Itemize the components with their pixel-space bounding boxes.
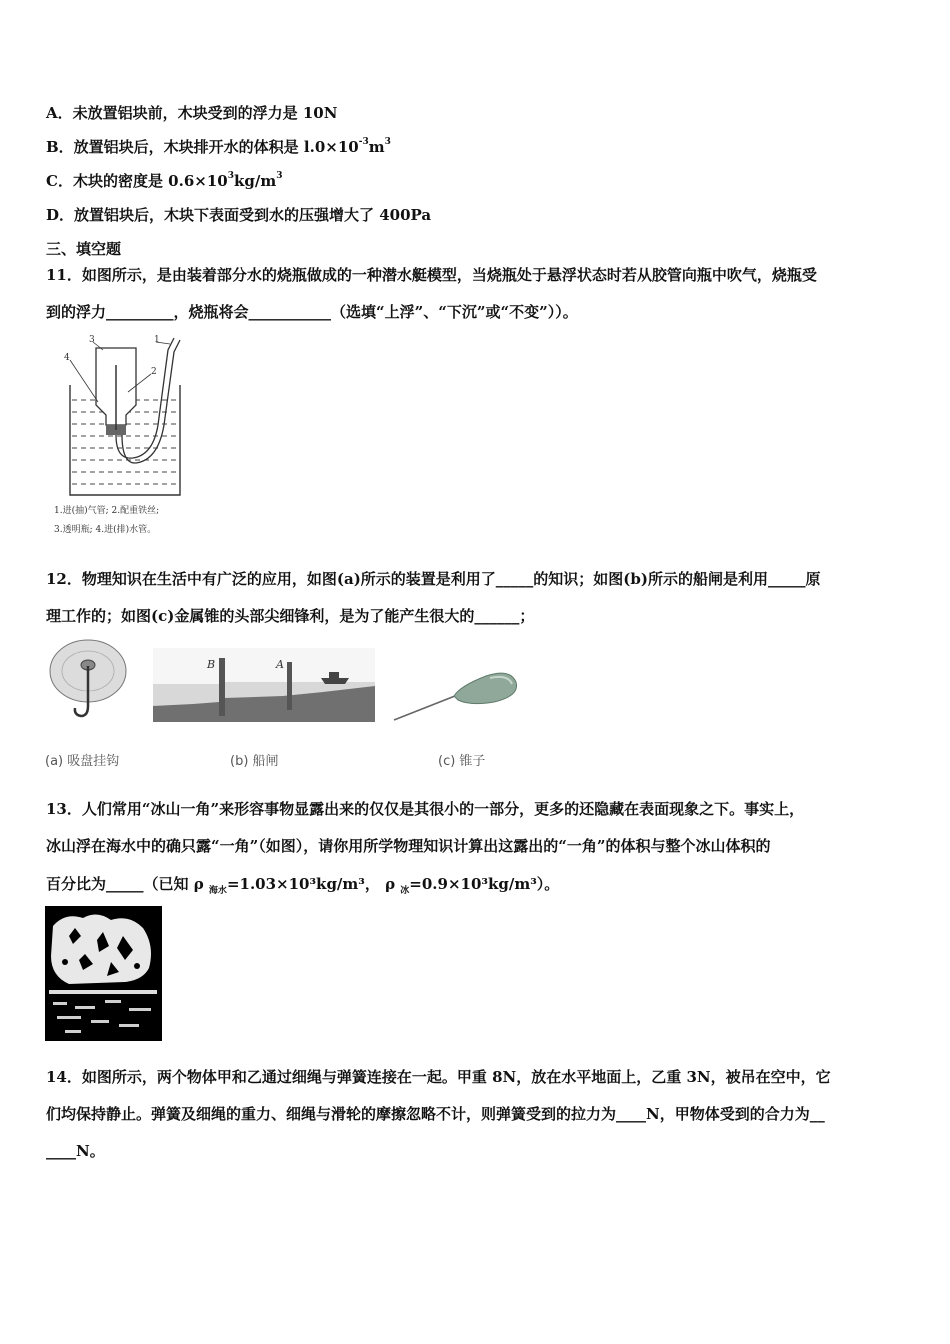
section-title: 三、填空题 (46, 240, 122, 258)
fig-label-1: 1 (154, 335, 160, 345)
fig-caption-1: 1.进(抽)气管; 2.配重铁丝; (54, 506, 160, 516)
q13-line3-a: 百分比为_____（已知 ρ (46, 875, 209, 893)
q13-line3-b: =1.03×10³kg/m³， ρ (226, 875, 401, 893)
q13-sub-ice: 冰 (400, 886, 410, 896)
q11-line1: 11．如图所示，是由装着部分水的烧瓶做成的一种潜水艇模型，当烧瓶处于悬浮状态时若从胶管向瓶中吹气，烧瓶受 (46, 266, 817, 284)
caption-b: (b) 船闸 (230, 754, 279, 769)
fig-label-4: 4 (64, 353, 70, 363)
caption-c: (c) 锥子 (438, 754, 486, 769)
q12-line1: 12．物理知识在生活中有广泛的应用，如图(a)所示的装置是利用了_____的知识；如图(b)所示的船闸是利用_____原 (46, 570, 821, 588)
option-b-text: B．放置铝块后，木块排开水的体积是 l.0×10 (46, 138, 359, 156)
suction-hook-figure (48, 638, 133, 724)
option-b-exp: -3 (358, 137, 369, 147)
q11-line2: 到的浮力_________，烧瓶将会___________（选填“上浮”、“下沉”或“不变”））。 (46, 303, 578, 321)
option-d: D．放置铝块后，木块下表面受到水的压强增大了 400Pa (46, 206, 432, 224)
option-b-unit: m (368, 138, 385, 156)
fig-label-2: 2 (151, 367, 157, 377)
option-c (46, 171, 282, 191)
option-a: A．未放置铝块前，木块受到的浮力是 10N (46, 104, 338, 122)
q12-line2: 理工作的；如图(c)金属锥的头部尖细锋利，是为了能产生很大的______； (46, 607, 535, 625)
lock-gate-a-label: A (276, 658, 284, 671)
fig-caption-2: 3.透明瓶; 4.进(排)水管。 (54, 525, 157, 535)
q14-line3: ____N。 (46, 1142, 105, 1160)
q13-line3 (46, 874, 559, 894)
q14-line1: 14．如图所示，两个物体甲和乙通过细绳与弹簧连接在一起。甲重 8N，放在水平地面上，乙重 3N，被吊在空中，它 (46, 1068, 831, 1086)
option-c-exp: 3 (227, 171, 234, 181)
iceberg-image (45, 906, 162, 1041)
submarine-model-figure (48, 330, 218, 542)
lock-gate-b-label: B (207, 658, 216, 671)
fig-label-3: 3 (89, 335, 95, 345)
ship-lock-figure (153, 648, 375, 722)
option-b (46, 137, 391, 157)
q13-line1: 13．人们常用“冰山一角”来形容事物显露出来的仅仅是其很小的一部分，更多的还隐藏在表面现象之下。事实上， (46, 800, 805, 818)
awl-figure (390, 664, 525, 724)
q13-sub-seawater: 海水 (208, 886, 227, 896)
option-b-unit-exp: 3 (384, 137, 391, 147)
q13-line2: 冰山浮在海水中的确只露“一角”（如图），请你用所学物理知识计算出这露出的“一角”的体积与整个冰山体积的 (46, 837, 771, 855)
q14-line2: 们均保持静止。弹簧及细绳的重力、细绳与滑轮的摩擦忽略不计，则弹簧受到的拉力为____N，甲物体受到的合力为__ (46, 1105, 825, 1123)
caption-a: (a) 吸盘挂钩 (45, 754, 120, 769)
option-c-text: C．木块的密度是 0.6×10 (46, 172, 228, 190)
option-c-unit-exp: 3 (276, 171, 283, 181)
option-c-unit: kg/m (233, 172, 277, 190)
q13-line3-c: =0.9×10³kg/m³）。 (409, 875, 560, 893)
